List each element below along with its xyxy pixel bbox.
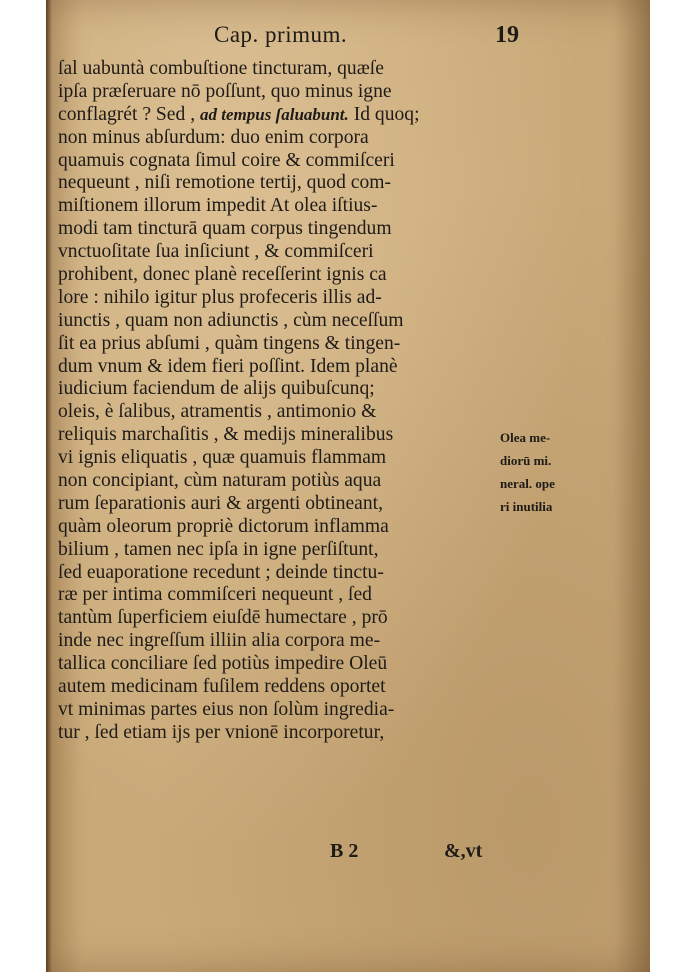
page-gutter-shadow: [46, 0, 52, 972]
text-line: inde nec ingreſſum illiin alia corpora me-: [58, 630, 381, 652]
italic-phrase: ad tempus ſaluabunt.: [200, 104, 349, 124]
text-line: dum vnum & idem fieri poſſint. Idem planè: [58, 355, 398, 377]
running-header: Cap. primum.: [214, 22, 348, 47]
text-line: ipſa præſeruare nō poſſunt, quo minus igne: [58, 80, 392, 102]
text-line: ſit ea prius abſumi , quàm tingens & tingen-: [58, 332, 401, 354]
text-line: prohibent, donec planè receſſerint ignis ca: [58, 264, 387, 286]
text-line: autem medicinam fuſilem reddens oportet: [58, 676, 386, 698]
text-line: vnctuoſitate ſua inſiciunt , & commiſceri: [58, 241, 374, 263]
marginal-note: [500, 427, 590, 519]
text-line: tur , ſed etiam ijs per vnionē incorporetur,: [58, 721, 385, 743]
text-line: tallica conciliare ſed potiùs impedire Oleū: [58, 653, 388, 675]
text-line: vi ignis eliquatis , quæ quamuis flammam: [58, 447, 387, 469]
text-line: quàm oleorum propriè dictorum inflamma: [58, 515, 389, 537]
signature-mark: B 2: [330, 840, 359, 862]
marginal-note-line: ri inutilia: [500, 498, 553, 514]
text-line: ræ per intima commiſceri nequeunt , ſed: [58, 584, 372, 606]
text-line: iudicium faciendum de alijs quibuſcunq;: [58, 378, 375, 400]
text-line: reliquis marchaſitis , & medijs mineralibus: [58, 424, 394, 446]
text-line: non concipiant, cùm naturam potiùs aqua: [58, 470, 382, 492]
marginal-note-line: diorū mi.: [500, 452, 552, 468]
text-line: rum ſeparationis auri & argenti obtineant,: [58, 492, 384, 514]
text-line: miſtionem illorum impedit At olea iſtius-: [58, 195, 378, 217]
text-line: ſed euaporatione recedunt ; deinde tinctu-: [58, 561, 384, 583]
body-text: [58, 58, 498, 745]
text-line: [58, 104, 498, 127]
text-line: iunctis , quam non adiunctis , cùm neceſſum: [58, 309, 404, 331]
text-line-start: conflagrét ? Sed ,: [58, 103, 200, 125]
text-line: oleis, è ſalibus, atramentis , antimonio &: [58, 401, 377, 423]
text-line: lore : nihilo igitur plus profeceris illis ad-: [58, 286, 382, 308]
text-line: ſal uabuntà combuſtione tincturam, quæſe: [58, 58, 384, 79]
text-line: modi tam tincturā quam corpus tingendum: [58, 218, 392, 240]
text-line: tantùm ſuperficiem eiuſdē humectare , prō: [58, 607, 388, 629]
marginal-note-line: neral. ope: [500, 475, 555, 491]
marginal-note-line: Olea me-: [500, 430, 551, 445]
text-line: bilium , tamen nec ipſa in igne perſiſtunt,: [58, 538, 379, 560]
page-number: 19: [495, 22, 519, 48]
text-line: non minus abſurdum: duo enim corpora: [58, 126, 369, 148]
text-line: quamuis cognata ſimul coire & commiſceri: [58, 149, 395, 171]
catchword: &,vt: [444, 840, 483, 862]
text-line-end: Id quoq;: [348, 103, 420, 125]
text-line: nequeunt , niſi remotione tertij, quod com-: [58, 172, 392, 194]
text-line: vt minimas partes eius non ſolùm ingredia-: [58, 698, 395, 720]
